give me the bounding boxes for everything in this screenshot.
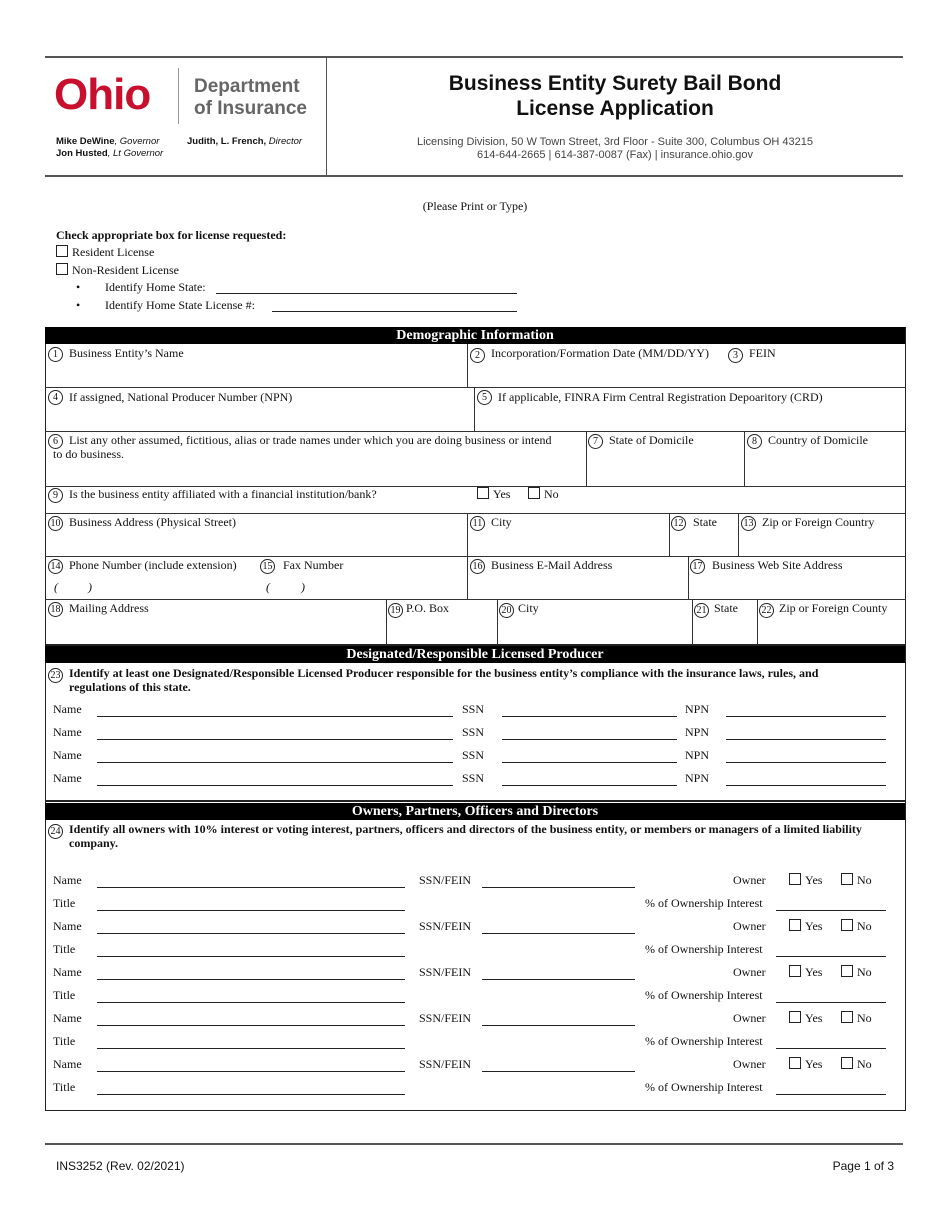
owner-ssnfein-line[interactable]: [482, 979, 635, 980]
phone-paren-close: ): [88, 580, 92, 594]
owner-no-option[interactable]: No: [841, 1057, 872, 1072]
mailing-city-label: City: [518, 601, 539, 615]
producer-ssn-label: SSN: [462, 748, 485, 762]
owner-no-checkbox[interactable]: [841, 1011, 853, 1023]
owner-title-line[interactable]: [97, 1002, 405, 1003]
trade-names-label-cont: to do business.: [53, 447, 125, 461]
npn-label: If assigned, National Producer Number (NPN): [69, 390, 293, 404]
owner-name-label: Name: [53, 873, 82, 887]
governor-credits: Mike DeWine, Governor Jon Husted, Lt Governor: [56, 136, 164, 159]
owner-ssnfein-line[interactable]: [482, 933, 635, 934]
field-number-15: 15: [260, 559, 275, 574]
ownership-pct-line[interactable]: [776, 1048, 886, 1049]
owner-yes-checkbox[interactable]: [789, 965, 801, 977]
producer-npn-label: NPN: [685, 771, 710, 785]
producer-name-label: Name: [53, 748, 82, 762]
business-city-label: City: [491, 515, 512, 529]
field-number-13: 13: [741, 516, 756, 531]
producer-npn-label: NPN: [685, 748, 710, 762]
home-state-license-label: Identify Home State License #:: [105, 298, 255, 312]
owner-no-checkbox[interactable]: [841, 873, 853, 885]
phone-paren-open: (: [54, 580, 58, 594]
owner-title-line[interactable]: [97, 1094, 405, 1095]
ownership-pct-label: % of Ownership Interest: [645, 942, 763, 956]
phone-label: Phone Number (include extension): [69, 558, 237, 572]
mailing-state-label: State: [714, 601, 738, 615]
producer-name-label: Name: [53, 771, 82, 785]
producer-ssn-label: SSN: [462, 725, 485, 739]
website-label: Business Web Site Address: [712, 558, 843, 572]
producer-heading: Designated/Responsible Licensed Producer: [45, 646, 905, 663]
email-label: Business E-Mail Address: [491, 558, 613, 572]
owner-no-checkbox[interactable]: [841, 965, 853, 977]
producer-ssn-line[interactable]: [502, 716, 677, 717]
department-name: Department of Insurance: [194, 76, 307, 119]
formation-date-label: Incorporation/Formation Date (MM/DD/YY): [491, 346, 709, 360]
producer-npn-line[interactable]: [726, 762, 886, 763]
crd-label: If applicable, FINRA Firm Central Registration Depoaritory (CRD): [498, 390, 823, 404]
owner-label: Owner: [733, 1057, 766, 1071]
producer-name-line[interactable]: [97, 739, 453, 740]
owner-ssnfein-label: SSN/FEIN: [419, 873, 472, 887]
owner-yes-option[interactable]: Yes: [789, 919, 822, 934]
page-number: Page 1 of 3: [832, 1159, 894, 1173]
home-state-license-bullet: •: [76, 298, 81, 312]
producer-ssn-line[interactable]: [502, 762, 677, 763]
mailing-address-label: Mailing Address: [69, 601, 149, 615]
form-id: INS3252 (Rev. 02/2021): [56, 1159, 185, 1173]
home-state-line[interactable]: [216, 293, 517, 294]
producer-npn-line[interactable]: [726, 716, 886, 717]
owners-instructions: Identify all owners with 10% interest or voting interest, partners, officers and directors of the business entity, or members or managers of a limited liability company.: [69, 822, 862, 850]
field-number-7: 7: [588, 434, 603, 449]
owner-name-label: Name: [53, 965, 82, 979]
owner-label: Owner: [733, 919, 766, 933]
country-domicile-label: Country of Domicile: [768, 433, 868, 447]
resident-option[interactable]: Resident License: [56, 245, 154, 260]
owner-ssnfein-label: SSN/FEIN: [419, 919, 472, 933]
field-number-11: 11: [470, 516, 485, 531]
producer-ssn-line[interactable]: [502, 785, 677, 786]
owner-yes-checkbox[interactable]: [789, 1057, 801, 1069]
ownership-pct-label: % of Ownership Interest: [645, 1034, 763, 1048]
business-address-label: Business Address (Physical Street): [69, 515, 236, 529]
print-note: (Please Print or Type): [422, 199, 528, 213]
ownership-pct-label: % of Ownership Interest: [645, 988, 763, 1002]
business-zip-label: Zip or Foreign Country: [762, 515, 875, 529]
owner-yes-option[interactable]: Yes: [789, 1011, 822, 1026]
owner-title-label: Title: [53, 942, 76, 956]
producer-ssn-label: SSN: [462, 771, 485, 785]
owner-title-label: Title: [53, 988, 76, 1002]
owner-name-label: Name: [53, 1057, 82, 1071]
field-number-23: 23: [48, 668, 63, 683]
owner-yes-checkbox[interactable]: [789, 873, 801, 885]
bank-yes-checkbox[interactable]: [477, 487, 489, 499]
producer-npn-line[interactable]: [726, 739, 886, 740]
ownership-pct-label: % of Ownership Interest: [645, 1080, 763, 1094]
ownership-pct-line[interactable]: [776, 1094, 886, 1095]
field-number-6: 6: [48, 434, 63, 449]
owner-no-option[interactable]: No: [841, 1011, 872, 1026]
producer-name-label: Name: [53, 702, 82, 716]
owner-ssnfein-label: SSN/FEIN: [419, 965, 472, 979]
form-title: Business Entity Surety Bail Bond License Application: [448, 72, 782, 120]
owner-no-checkbox[interactable]: [841, 919, 853, 931]
owner-name-line[interactable]: [97, 887, 405, 888]
field-number-12: 12: [671, 516, 686, 531]
demographic-heading: Demographic Information: [45, 327, 905, 344]
home-state-license-line[interactable]: [272, 311, 517, 312]
field-number-21: 21: [694, 603, 709, 618]
producer-name-label: Name: [53, 725, 82, 739]
owner-yes-option[interactable]: Yes: [789, 965, 822, 980]
producer-npn-label: NPN: [685, 725, 710, 739]
bank-yes-option[interactable]: Yes: [477, 487, 510, 502]
producer-name-line[interactable]: [97, 762, 453, 763]
ownership-pct-line[interactable]: [776, 956, 886, 957]
license-heading: Check appropriate box for license requested:: [56, 228, 287, 242]
state-domicile-label: State of Domicile: [609, 433, 694, 447]
owner-no-option[interactable]: No: [841, 965, 872, 980]
fax-paren-close: ): [301, 580, 305, 594]
producer-name-line[interactable]: [97, 716, 453, 717]
owner-yes-option[interactable]: Yes: [789, 1057, 822, 1072]
nonresident-checkbox[interactable]: [56, 263, 68, 275]
owner-name-line[interactable]: [97, 979, 405, 980]
owner-title-line[interactable]: [97, 910, 405, 911]
field-number-24: 24: [48, 824, 63, 839]
owner-no-option[interactable]: No: [841, 919, 872, 934]
mailing-zip-label: Zip or Foreign County: [779, 601, 888, 615]
owner-title-label: Title: [53, 1034, 76, 1048]
owner-title-line[interactable]: [97, 1048, 405, 1049]
field-number-8: 8: [747, 434, 762, 449]
producer-npn-line[interactable]: [726, 785, 886, 786]
owner-label: Owner: [733, 1011, 766, 1025]
owner-yes-checkbox[interactable]: [789, 1011, 801, 1023]
owner-no-option[interactable]: No: [841, 873, 872, 888]
fein-label: FEIN: [749, 346, 776, 360]
nonresident-option[interactable]: Non-Resident License: [56, 263, 179, 278]
field-number-16: 16: [470, 559, 485, 574]
trade-names-label: List any other assumed, fictitious, alias or trade names under which you are doing business or intend: [69, 433, 552, 447]
fax-paren-open: (: [266, 580, 270, 594]
owner-name-label: Name: [53, 1011, 82, 1025]
owner-title-label: Title: [53, 896, 76, 910]
business-state-label: State: [693, 515, 717, 529]
ownership-pct-line[interactable]: [776, 910, 886, 911]
bank-no-checkbox[interactable]: [528, 487, 540, 499]
field-number-10: 10: [48, 516, 63, 531]
owner-name-line[interactable]: [97, 1071, 405, 1072]
resident-checkbox[interactable]: [56, 245, 68, 257]
field-number-14: 14: [48, 559, 63, 574]
home-state-label: Identify Home State:: [105, 280, 206, 294]
owner-label: Owner: [733, 965, 766, 979]
field-number-19: 19: [388, 603, 403, 618]
producer-ssn-label: SSN: [462, 702, 485, 716]
owner-no-checkbox[interactable]: [841, 1057, 853, 1069]
po-box-label: P.O. Box: [406, 601, 450, 615]
director-credit: Judith, L. French, Director: [187, 136, 303, 147]
fax-label: Fax Number: [283, 558, 344, 572]
owner-name-line[interactable]: [97, 933, 405, 934]
owner-name-line[interactable]: [97, 1025, 405, 1026]
field-number-4: 4: [48, 390, 63, 405]
agency-address: Licensing Division, 50 W Town Street, 3rd Floor - Suite 300, Columbus OH 43215 614-644-2665 | 614-387-0087 (Fax) | insurance.ohio.gov: [417, 136, 813, 161]
producer-npn-label: NPN: [685, 702, 710, 716]
field-number-20: 20: [499, 603, 514, 618]
producer-ssn-line[interactable]: [502, 739, 677, 740]
bank-affiliation-label: Is the business entity affiliated with a financial institution/bank?: [69, 487, 377, 501]
ohio-logo: Ohio: [54, 70, 151, 119]
owners-heading: Owners, Partners, Officers and Directors: [45, 803, 905, 820]
home-state-bullet: •: [76, 280, 81, 294]
owner-ssnfein-line[interactable]: [482, 887, 635, 888]
field-number-9: 9: [48, 488, 63, 503]
owner-title-label: Title: [53, 1080, 76, 1094]
owner-yes-checkbox[interactable]: [789, 919, 801, 931]
business-name-label: Business Entity’s Name: [69, 346, 184, 360]
bank-no-option[interactable]: No: [528, 487, 559, 502]
owner-label: Owner: [733, 873, 766, 887]
owner-ssnfein-label: SSN/FEIN: [419, 1011, 472, 1025]
owner-yes-option[interactable]: Yes: [789, 873, 822, 888]
owner-ssnfein-line[interactable]: [482, 1071, 635, 1072]
field-number-1: 1: [48, 347, 63, 362]
field-number-2: 2: [470, 348, 485, 363]
field-number-17: 17: [690, 559, 705, 574]
producer-instructions: Identify at least one Designated/Responsible Licensed Producer responsible for the business entity’s compliance with the insurance laws, rules, and regulations of this state.: [69, 666, 819, 694]
producer-name-line[interactable]: [97, 785, 453, 786]
field-number-3: 3: [728, 348, 743, 363]
field-number-22: 22: [759, 603, 774, 618]
owner-ssnfein-line[interactable]: [482, 1025, 635, 1026]
owner-title-line[interactable]: [97, 956, 405, 957]
ownership-pct-line[interactable]: [776, 1002, 886, 1003]
owner-ssnfein-label: SSN/FEIN: [419, 1057, 472, 1071]
field-number-18: 18: [48, 602, 63, 617]
owner-name-label: Name: [53, 919, 82, 933]
ownership-pct-label: % of Ownership Interest: [645, 896, 763, 910]
field-number-5: 5: [477, 390, 492, 405]
